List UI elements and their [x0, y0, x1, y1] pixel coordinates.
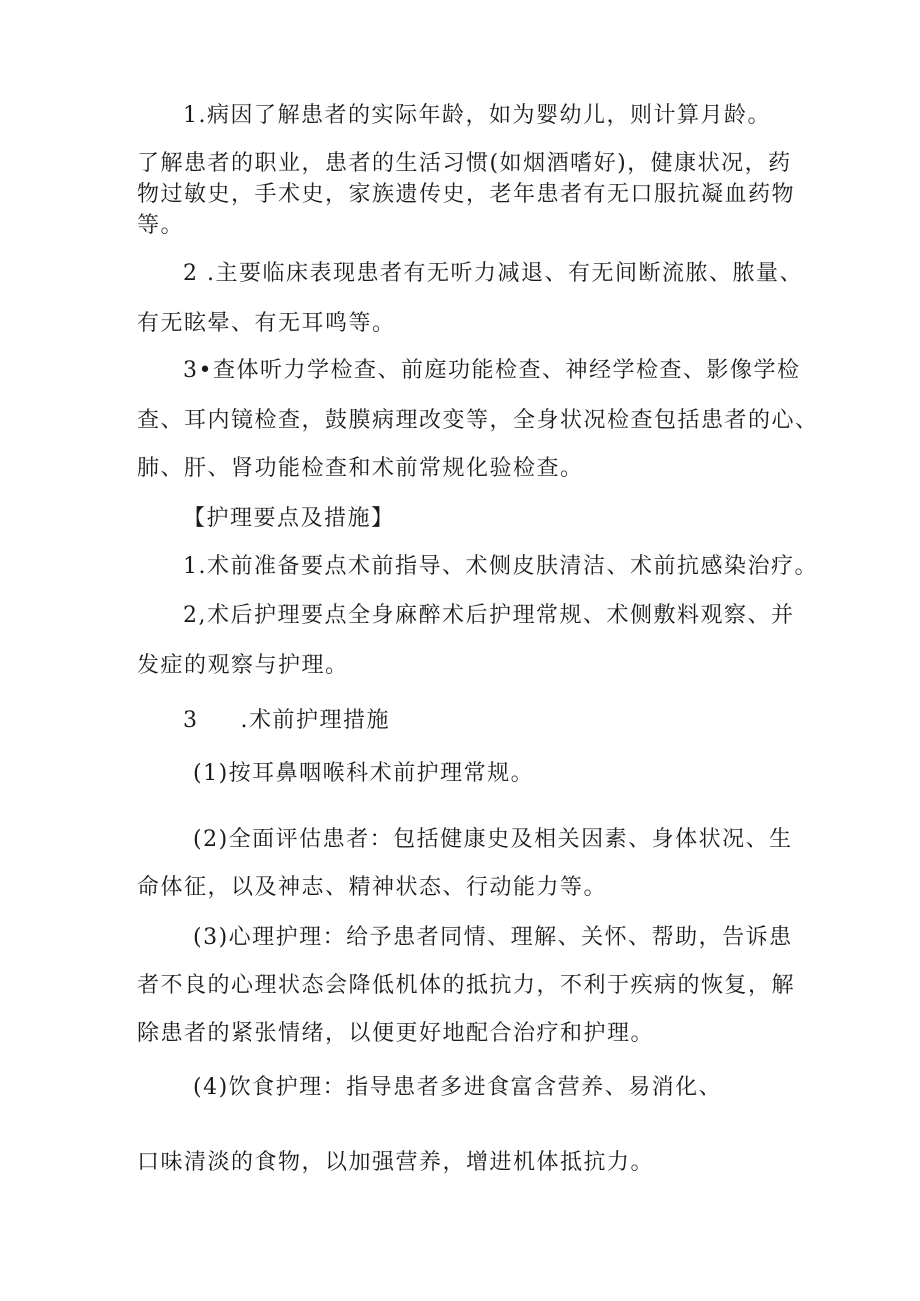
subheading-number: 3 — [183, 708, 199, 733]
paragraph-line: 肺、肝、肾功能检查和术前常规化验检查。 — [137, 456, 584, 481]
list-item-1: (1)按耳鼻咽喉科术前护理常规。 — [193, 761, 535, 786]
paragraph-etiology: 1.病因了解患者的实际年龄，如为婴幼儿，则计算月龄。 — [183, 103, 771, 128]
paragraph-line: 除患者的紧张情绪，以便更好地配合治疗和护理。 — [137, 1021, 655, 1046]
list-item-2: (2)全面评估患者：包括健康史及相关因素、身体状况、生 — [193, 827, 793, 852]
subheading-text: .术前护理措施 — [240, 708, 390, 733]
list-item-3: (3)心理护理：给予患者同情、理解、关怀、帮助，告诉患 — [193, 925, 793, 950]
paragraph-preop-prep: 1.术前准备要点术前指导、术侧皮肤清洁、术前抗感染治疗。 — [183, 554, 818, 579]
paragraph-line: 口味清淡的食物，以加强营养，增进机体抵抗力。 — [137, 1150, 655, 1175]
paragraph-line: 查、耳内镜检查，鼓膜病理改变等，全身状况检查包括患者的心、 — [137, 408, 819, 433]
paragraph-line: 者不良的心理状态会降低机体的抵抗力，不利于疾病的恢复，解 — [137, 973, 796, 998]
paragraph-clinical: 2 .主要临床表现患者有无听力减退、有无间断流脓、脓量、 — [183, 261, 803, 286]
list-item-4: (4)饮食护理：指导患者多进食富含营养、易消化、 — [193, 1075, 723, 1100]
paragraph-line: 等。 — [137, 213, 185, 238]
paragraph-postop: 2,术后护理要点全身麻醉术后护理常规、术侧敷料观察、并 — [183, 603, 795, 628]
paragraph-line: 有无眩晕、有无耳鸣等。 — [137, 311, 396, 336]
section-heading: 【护理要点及措施】 — [183, 506, 395, 531]
paragraph-line: 了解患者的职业，患者的生活习惯(如烟酒嗜好)，健康状况，药 — [137, 151, 792, 176]
subheading-preop-measures — [183, 707, 797, 735]
paragraph-line: 物过敏史，手术史，家族遗传史，老年患者有无口服抗凝血药物 — [137, 182, 796, 207]
paragraph-exam: 3•查体听力学检查、前庭功能检查、神经学检查、影像学检 — [183, 358, 801, 383]
paragraph-line: 命体征，以及神志、精神状态、行动能力等。 — [137, 875, 608, 900]
paragraph-line: 发症的观察与护理。 — [137, 653, 349, 678]
